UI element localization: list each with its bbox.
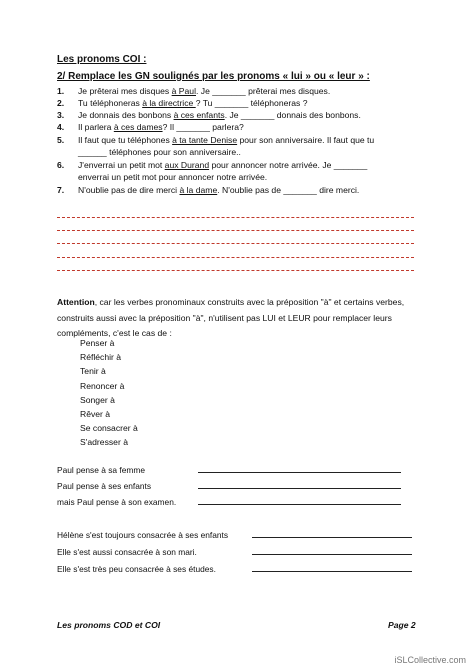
answer-line xyxy=(57,243,414,244)
exercise-item xyxy=(57,86,330,97)
sentence: mais Paul pense à son examen. xyxy=(57,497,177,507)
exercise-item xyxy=(57,160,367,171)
exercise-text: pour son anniversaire. Il faut que tu xyxy=(237,135,375,145)
answer-line xyxy=(57,257,414,258)
underlined-gn: à ta tante Denise xyxy=(172,135,238,145)
verb-item: Tenir à xyxy=(80,366,106,377)
exercise-number: 2. xyxy=(57,98,65,108)
underlined-gn: aux Durand xyxy=(164,160,210,170)
verb-item: Songer à xyxy=(80,394,115,405)
exercise-text: Je donnais des bonbons xyxy=(78,110,174,120)
exercise-item xyxy=(57,122,244,133)
sentence: Elle s'est très peu consacrée à ses études. xyxy=(57,564,216,574)
underlined-gn: à la directrice xyxy=(142,98,196,108)
exercise-item xyxy=(57,185,359,196)
exercise-item xyxy=(57,172,267,183)
watermark: iSLCollective.com xyxy=(394,655,466,665)
exercise-text: N'oublie pas de dire merci xyxy=(78,185,180,195)
verb-item: Se consacrer à xyxy=(80,423,138,434)
verb-item: Renoncer à xyxy=(80,380,125,391)
exercise-text: . Je _______ donnais des bonbons. xyxy=(224,110,361,120)
sentence: Elle s'est aussi consacrée à son mari. xyxy=(57,547,197,557)
exercise-number: 5. xyxy=(57,135,65,145)
attention-paragraph xyxy=(57,295,417,342)
blank-line xyxy=(198,472,401,473)
underlined-gn: à la dame xyxy=(179,185,218,195)
exercise-text: Tu téléphoneras xyxy=(78,98,143,108)
exercise-text: . Je _______ prêterai mes disques. xyxy=(196,86,331,96)
sentence: Hélène s'est toujours consacrée à ses enfants xyxy=(57,530,229,540)
verb-item: Penser à xyxy=(80,338,115,348)
exercise-number: 1. xyxy=(57,86,65,96)
blank-line xyxy=(252,537,412,538)
exercise-number: 4. xyxy=(57,122,65,132)
verb-item: Rêver à xyxy=(80,409,111,419)
answer-line xyxy=(57,270,414,271)
blank-line xyxy=(252,571,412,572)
exercise-text: Il faut que tu téléphones xyxy=(78,135,173,145)
exercise-item xyxy=(57,135,374,146)
underlined-gn: à ces enfants xyxy=(173,110,225,120)
exercise-text: Je prêterai mes disques xyxy=(78,86,172,96)
page-heading: Les pronoms COI : xyxy=(57,54,147,65)
verb-item: S'adresser à xyxy=(80,437,128,448)
sentence: Paul pense à ses enfants xyxy=(57,481,152,491)
exercise-number: 6. xyxy=(57,160,65,170)
attention-label: Attention xyxy=(57,297,95,307)
exercise-text: ? Il _______ parlera? xyxy=(162,122,244,132)
exercise-item xyxy=(57,110,361,121)
verb-item: Réfléchir à xyxy=(80,352,122,363)
exercise-text: Il parlera xyxy=(78,122,114,132)
exercise-text: . N'oublie pas de _______ dire merci. xyxy=(217,185,360,195)
exercise-number: 3. xyxy=(57,110,65,120)
blank-line xyxy=(198,488,401,489)
underlined-gn: à ces dames xyxy=(113,122,163,132)
footer-title: Les pronoms COD et COI xyxy=(57,620,161,630)
exercise-number: 7. xyxy=(57,185,65,195)
underlined-gn: à Paul xyxy=(171,86,196,96)
exercise-item xyxy=(57,147,241,158)
answer-line xyxy=(57,217,414,218)
exercise-text: ______ téléphones pour son anniversaire.. xyxy=(78,147,241,157)
page-number: Page 2 xyxy=(388,620,416,630)
exercise-text: ? Tu _______ téléphoneras ? xyxy=(195,98,308,108)
exercise-item xyxy=(57,98,308,109)
blank-line xyxy=(198,504,401,505)
exercise-text: pour annoncer notre arrivée. Je _______ xyxy=(209,160,368,170)
attention-text: , car les verbes pronominaux construits avec la préposition "à" et certains verbes, construits aussi avec la préposition "à", n'utilisent pas LUI et LEUR pour remplacer leurs compléments, c'est le cas de : xyxy=(57,297,405,338)
exercise-text: enverrai un petit mot pour annoncer notre arrivée. xyxy=(78,172,268,182)
sentence: Paul pense à sa femme xyxy=(57,465,145,475)
exercise-text: J'enverrai un petit mot xyxy=(78,160,165,170)
answer-line xyxy=(57,230,414,231)
exercise-instruction: 2/ Remplace les GN soulignés par les pronoms « lui » ou « leur » : xyxy=(57,71,370,82)
blank-line xyxy=(252,554,412,555)
